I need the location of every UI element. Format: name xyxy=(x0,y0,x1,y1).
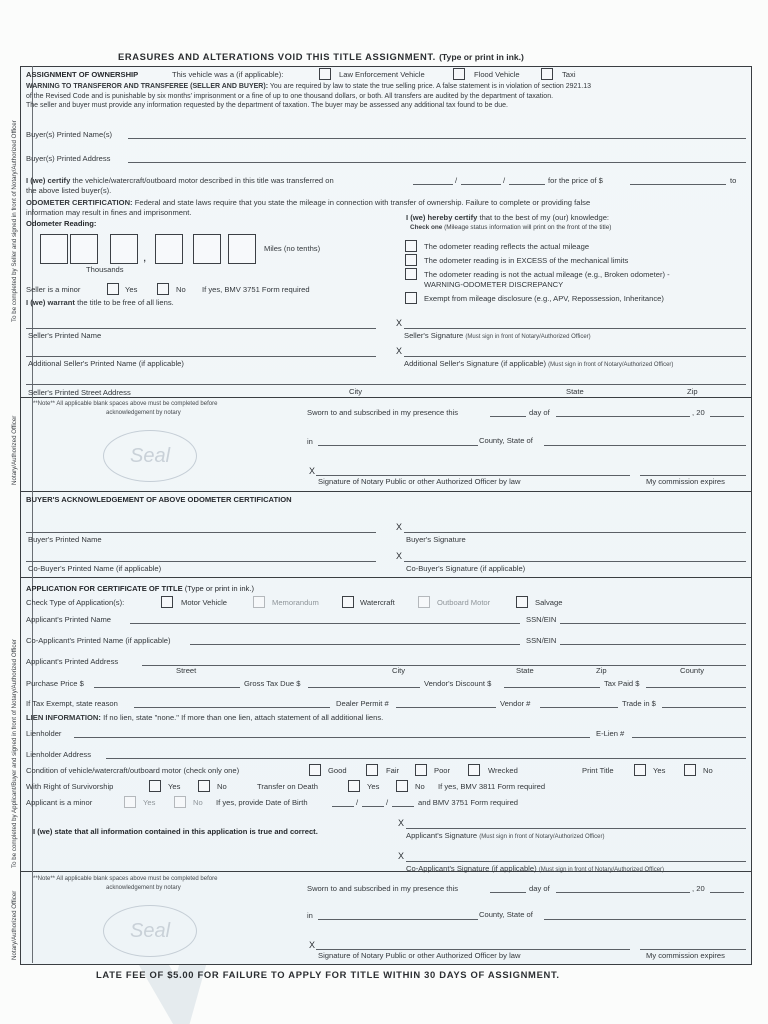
warrant-line xyxy=(26,298,174,307)
address-street-label: Street xyxy=(176,666,197,675)
taxi-checkbox[interactable] xyxy=(541,68,553,80)
notary2-twenty: , 20 xyxy=(692,884,705,893)
notary2-in-label: in xyxy=(307,911,313,920)
flood-vehicle-checkbox[interactable] xyxy=(453,68,465,80)
notary1-day-line[interactable] xyxy=(490,416,526,417)
warrant-text: the title to be free of all liens. xyxy=(77,298,174,307)
seller-signature-x: X xyxy=(396,318,403,328)
survivorship-no-checkbox[interactable] xyxy=(198,780,210,792)
vendor-num-line[interactable] xyxy=(540,707,618,708)
notary1-county-label: County, State of xyxy=(479,436,533,445)
notary1-seal: Seal xyxy=(103,430,197,482)
check-one-note: (Mileage status information will print on the front of the title) xyxy=(444,224,612,231)
seller-minor-no-checkbox[interactable] xyxy=(157,283,169,295)
notary1-note-2: acknowledgement by notary xyxy=(106,410,181,416)
warning-block xyxy=(26,82,591,111)
seller-signature-text: Seller's Signature xyxy=(404,331,464,340)
cobuyer-signature-label: Co-Buyer's Signature (if applicable) xyxy=(406,564,526,573)
warning-line-3: The seller and buyer must provide any information requested by the department of taxation. The buyer may be assessed any additional tax found to be due. xyxy=(26,102,508,110)
coapplicant-name-line[interactable] xyxy=(190,644,520,645)
certify-line xyxy=(26,176,334,185)
buyer-ack-name-label: Buyer's Printed Name xyxy=(28,535,102,544)
address-zip-label: Zip xyxy=(596,666,607,675)
notary1-county-line[interactable] xyxy=(318,445,478,446)
tod-no-checkbox[interactable] xyxy=(396,780,408,792)
warning-heading: WARNING TO TRANSFEROR AND TRANSFEREE (SELLER AND BUYER): xyxy=(26,83,269,90)
exempt-mileage-label: Exempt from mileage disclosure (e.g., APV, Repossession, Inheritance) xyxy=(424,294,664,303)
to-label: to xyxy=(730,176,737,185)
notary2-signature-x: X xyxy=(309,940,316,950)
hereby-text: that to the best of my (our) knowledge: xyxy=(479,213,610,222)
additional-seller-signature-x: X xyxy=(396,346,403,356)
minor-if-yes-label: If yes, provide Date of Birth xyxy=(216,798,308,807)
header-note: (Type or print in ink.) xyxy=(439,52,524,62)
coapplicant-ssn-line[interactable] xyxy=(560,644,746,645)
buyer-name-line[interactable] xyxy=(128,138,746,139)
trade-in-label: Trade in $ xyxy=(622,699,656,708)
print-title-no-label: No xyxy=(703,766,713,775)
late-fee-footer: LATE FEE OF $5.00 FOR FAILURE TO APPLY FOR TITLE WITHIN 30 DAYS OF ASSIGNMENT. xyxy=(96,969,560,980)
coapplicant-ssn-label: SSN/EIN xyxy=(526,636,557,645)
tax-paid-label: Tax Paid $ xyxy=(604,679,640,688)
notary1-signature-label: Signature of Notary Public or other Authorized Officer by law xyxy=(318,477,521,486)
warrant-bold: I (we) warrant xyxy=(26,298,75,307)
seller-signature-note: (Must sign in front of Notary/Authorized Officer) xyxy=(465,334,591,340)
taxi-label: Taxi xyxy=(562,70,576,79)
purchase-price-label: Purchase Price $ xyxy=(26,679,84,688)
date-slash-2: / xyxy=(503,176,506,185)
watercraft-label: Watercraft xyxy=(360,598,395,607)
salvage-checkbox[interactable] xyxy=(516,596,528,608)
notary2-note-1: **Note** All applicable blank spaces above must be completed before xyxy=(33,876,218,882)
survivorship-yes-label: Yes xyxy=(168,782,181,791)
dealer-permit-line[interactable] xyxy=(396,707,496,708)
excess-mileage-checkbox[interactable] xyxy=(405,254,417,266)
warning-line-1: You are required by law to state the true selling price. A false statement is in violation of section 2921.13 xyxy=(269,83,592,90)
notary2-county-label: County, State of xyxy=(479,910,533,919)
lien-heading: LIEN INFORMATION: xyxy=(26,713,101,722)
applicant-ssn-line[interactable] xyxy=(560,623,746,624)
transfer-year-line[interactable] xyxy=(509,184,545,185)
warning-line-2: of the Revised Code and is punishable by six months' imprisonment or a fine of up to one thousand dollars, or both. All transfers are audited by the department of taxation. xyxy=(26,92,554,100)
notary1-year-line[interactable] xyxy=(710,416,744,417)
hereby-bold: I (we) hereby certify xyxy=(406,213,478,222)
law-enforcement-label: Law Enforcement Vehicle xyxy=(339,70,425,79)
applicant-signature-text: Applicant's Signature xyxy=(406,831,478,840)
vendor-discount-line[interactable] xyxy=(504,687,600,688)
odometer-reading-label: Odometer Reading: xyxy=(26,219,97,228)
odometer-text-1: Federal and state laws require that you state the mileage in connection with transfer of ownership. Failure to complete or providing false xyxy=(134,198,591,207)
applicant-address-label: Applicant's Printed Address xyxy=(26,657,119,666)
actual-mileage-label: The odometer reading reflects the actual mileage xyxy=(424,242,590,251)
applicant-signature-line[interactable] xyxy=(406,828,746,829)
notary2-day-of: day of xyxy=(529,884,550,893)
address-state-label: State xyxy=(516,666,534,675)
dob-day-line[interactable] xyxy=(362,806,384,807)
condition-wrecked-label: Wrecked xyxy=(488,766,518,775)
tax-exempt-label: If Tax Exempt, state reason xyxy=(26,699,118,708)
vendor-num-label: Vendor # xyxy=(500,699,531,708)
buyer-ack-signature-x: X xyxy=(396,522,403,532)
tax-exempt-line[interactable] xyxy=(134,707,330,708)
applicant-signature-label xyxy=(406,831,605,840)
check-one-line xyxy=(410,224,611,231)
applicant-minor-no-label: No xyxy=(193,798,203,807)
print-title-yes-checkbox[interactable] xyxy=(634,764,646,776)
dealer-permit-label: Dealer Permit # xyxy=(336,699,389,708)
transfer-day-line[interactable] xyxy=(461,184,501,185)
condition-poor-label: Poor xyxy=(434,766,451,775)
miles-label: Miles (no tenths) xyxy=(264,244,321,253)
notary2-seal: Seal xyxy=(103,905,197,957)
outboard-motor-label: Outboard Motor xyxy=(437,598,491,607)
exempt-mileage-checkbox[interactable] xyxy=(405,292,417,304)
discrepancy-label: WARNING-ODOMETER DISCREPANCY xyxy=(424,280,564,289)
elien-label: E-Lien # xyxy=(596,729,625,738)
coapplicant-signature-line[interactable] xyxy=(406,861,746,862)
odometer-digit-1[interactable] xyxy=(40,234,68,264)
seller-signature-label xyxy=(404,331,591,340)
transfer-month-line[interactable] xyxy=(413,184,453,185)
condition-poor-checkbox[interactable] xyxy=(415,764,427,776)
application-heading-note: (Type or print in ink.) xyxy=(184,584,254,593)
condition-fair-checkbox[interactable] xyxy=(366,764,378,776)
notary1-state-line[interactable] xyxy=(544,445,746,446)
applicant-signature-note: (Must sign in front of Notary/Authorized Officer) xyxy=(479,834,605,840)
notary1-commission-label: My commission expires xyxy=(646,477,725,486)
buyer-ack-signature-line[interactable] xyxy=(404,532,746,533)
dob-slash-1: / xyxy=(356,798,359,807)
coapplicant-name-label: Co-Applicant's Printed Name (if applicable) xyxy=(26,636,171,645)
print-title-label: Print Title xyxy=(582,766,614,775)
watercraft-checkbox[interactable] xyxy=(342,596,354,608)
coapplicant-signature-text: Co-Applicant's Signature (if applicable) xyxy=(406,864,537,873)
notary2-signature-label: Signature of Notary Public or other Authorized Officer by law xyxy=(318,951,521,960)
tod-yes-checkbox[interactable] xyxy=(348,780,360,792)
notary2-year-line[interactable] xyxy=(710,892,744,893)
additional-seller-signature-text: Additional Seller's Signature (if applicable) xyxy=(404,359,547,368)
odometer-digit-3[interactable] xyxy=(110,234,138,264)
applicant-minor-no-checkbox[interactable] xyxy=(174,796,186,808)
address-county-label: County xyxy=(680,666,705,675)
lien-info-line xyxy=(26,713,383,722)
applicant-minor-yes-label: Yes xyxy=(143,798,156,807)
additional-seller-name-label: Additional Seller's Printed Name (if applicable) xyxy=(28,359,184,368)
memorandum-checkbox[interactable] xyxy=(253,596,265,608)
not-actual-mileage-label: The odometer reading is not the actual mileage (e.g., Broken odometer) - xyxy=(424,270,670,279)
price-label: for the price of $ xyxy=(548,176,603,185)
divider-notary1 xyxy=(20,397,752,398)
seller-minor-yes-label: Yes xyxy=(125,285,138,294)
additional-seller-signature-line[interactable] xyxy=(404,356,746,357)
cobuyer-name-label: Co-Buyer's Printed Name (if applicable) xyxy=(28,564,162,573)
seller-name-line[interactable] xyxy=(26,328,376,329)
odometer-digit-2[interactable] xyxy=(70,234,98,264)
memorandum-label: Memorandum xyxy=(272,598,319,607)
applicant-signature-x: X xyxy=(398,818,405,828)
vendor-discount-label: Vendor's Discount $ xyxy=(424,679,492,688)
motor-vehicle-label: Motor Vehicle xyxy=(181,598,228,607)
tod-if-yes-label: If yes, BMV 3811 Form required xyxy=(438,782,546,791)
additional-seller-signature-note: (Must sign in front of Notary/Authorized Officer) xyxy=(548,362,674,368)
buyer-ack-signature-label: Buyer's Signature xyxy=(406,535,466,544)
law-enforcement-checkbox[interactable] xyxy=(319,68,331,80)
gross-tax-line[interactable] xyxy=(308,687,420,688)
actual-mileage-checkbox[interactable] xyxy=(405,240,417,252)
seller-zip-label: Zip xyxy=(687,387,698,396)
survivorship-label: With Right of Survivorship xyxy=(26,782,114,791)
purchase-price-line[interactable] xyxy=(94,687,240,688)
odometer-digit-4[interactable] xyxy=(155,234,183,264)
survivorship-no-label: No xyxy=(217,782,227,791)
trade-in-line[interactable] xyxy=(662,707,746,708)
price-line[interactable] xyxy=(630,184,726,185)
dob-month-line[interactable] xyxy=(332,806,354,807)
tax-paid-line[interactable] xyxy=(646,687,746,688)
elien-line[interactable] xyxy=(632,737,746,738)
motor-vehicle-checkbox[interactable] xyxy=(161,596,173,608)
notary2-month-line[interactable] xyxy=(556,892,690,893)
notary2-county-line[interactable] xyxy=(318,919,478,920)
notary2-commission-label: My commission expires xyxy=(646,951,725,960)
buyer-address-line[interactable] xyxy=(128,162,746,163)
applicant-name-label: Applicant's Printed Name xyxy=(26,615,112,624)
odometer-heading: ODOMETER CERTIFICATION: xyxy=(26,198,133,207)
tod-yes-label: Yes xyxy=(367,782,380,791)
tod-label: Transfer on Death xyxy=(257,782,318,791)
notary1-commission-line[interactable] xyxy=(640,475,746,476)
buyer-name-label: Buyer(s) Printed Name(s) xyxy=(26,130,113,139)
header-title: ERASURES AND ALTERATIONS VOID THIS TITLE ASSIGNMENT. (Type or print in ink.) xyxy=(118,51,524,62)
vehicle-was-label: This vehicle was a (if applicable): xyxy=(172,70,284,79)
state-true-correct: I (we) state that all information contained in this application is true and correct. xyxy=(33,827,318,836)
additional-seller-name-line[interactable] xyxy=(26,356,376,357)
assignment-heading: ASSIGNMENT OF OWNERSHIP xyxy=(26,70,139,79)
side-label-seller: To be completed by Seller and signed in front of Notary/Authorized Officer xyxy=(11,120,18,322)
divider-buyer-ack xyxy=(20,491,752,492)
survivorship-yes-checkbox[interactable] xyxy=(149,780,161,792)
cobuyer-name-line[interactable] xyxy=(26,561,376,562)
certify-text: the vehicle/watercraft/outboard motor described in this title was transferred on xyxy=(72,176,334,185)
excess-mileage-label: The odometer reading is in EXCESS of the mechanical limits xyxy=(424,256,629,265)
notary2-note-2: acknowledgement by notary xyxy=(106,885,181,891)
print-title-no-checkbox[interactable] xyxy=(684,764,696,776)
odometer-text-2: information may result in fines and imprisonment. xyxy=(26,208,192,217)
applicant-address-line[interactable] xyxy=(142,665,746,666)
notary2-signature-line[interactable] xyxy=(316,949,630,950)
notary1-note-1: **Note** All applicable blank spaces above must be completed before xyxy=(33,401,218,407)
application-heading-line xyxy=(26,584,254,593)
notary1-day-of: day of xyxy=(529,408,550,417)
notary1-twenty: , 20 xyxy=(692,408,705,417)
dob-year-line[interactable] xyxy=(392,806,414,807)
outboard-motor-checkbox[interactable] xyxy=(418,596,430,608)
cobuyer-signature-line[interactable] xyxy=(404,561,746,562)
salvage-label: Salvage xyxy=(535,598,563,607)
odometer-cert-line-1 xyxy=(26,198,590,207)
seller-name-label: Seller's Printed Name xyxy=(28,331,102,340)
notary2-commission-line[interactable] xyxy=(640,949,746,950)
lienholder-label: Lienholder xyxy=(26,729,62,738)
condition-good-checkbox[interactable] xyxy=(309,764,321,776)
address-city-label: City xyxy=(392,666,406,675)
seller-street-label: Seller's Printed Street Address xyxy=(28,388,131,397)
seller-minor-yes-checkbox[interactable] xyxy=(107,283,119,295)
above-buyer-label: the above listed buyer(s). xyxy=(26,186,112,195)
not-actual-mileage-checkbox[interactable] xyxy=(405,268,417,280)
flood-vehicle-label: Flood Vehicle xyxy=(474,70,520,79)
cobuyer-signature-x: X xyxy=(396,551,403,561)
thousands-comma: , xyxy=(143,250,147,264)
seller-city-label: City xyxy=(349,387,363,396)
buyer-ack-heading: BUYER'S ACKNOWLEDGEMENT OF ABOVE ODOMETER CERTIFICATION xyxy=(26,495,292,504)
coapplicant-signature-x: X xyxy=(398,851,405,861)
hereby-certify xyxy=(406,213,609,222)
condition-wrecked-checkbox[interactable] xyxy=(468,764,480,776)
notary1-sworn-label: Sworn to and subscribed in my presence this xyxy=(307,408,459,417)
certify-bold: I (we) certify xyxy=(26,176,71,185)
side-label-notary2: Notary/Authorized Officer xyxy=(11,890,18,960)
side-label-notary1: Notary/Authorized Officer xyxy=(11,415,18,485)
coapplicant-signature-note: (Must sign in front of Notary/Authorized Officer) xyxy=(538,867,665,873)
application-heading: APPLICATION FOR CERTIFICATE OF TITLE xyxy=(26,584,183,593)
notary1-month-line[interactable] xyxy=(556,416,690,417)
odometer-digit-5[interactable] xyxy=(193,234,221,264)
lienholder-address-line[interactable] xyxy=(106,758,746,759)
notary2-state-line[interactable] xyxy=(544,919,746,920)
date-slash-1: / xyxy=(455,176,458,185)
odometer-digit-6[interactable] xyxy=(228,234,256,264)
condition-fair-label: Fair xyxy=(386,766,400,775)
thousands-label: Thousands xyxy=(86,265,124,274)
check-one-label: Check one xyxy=(410,224,443,231)
gross-tax-label: Gross Tax Due $ xyxy=(244,679,301,688)
applicant-name-line[interactable] xyxy=(130,623,520,624)
notary1-signature-line[interactable] xyxy=(316,475,630,476)
seller-minor-label: Seller is a minor xyxy=(26,285,81,294)
tod-no-label: No xyxy=(415,782,425,791)
coapplicant-signature-label xyxy=(406,864,664,873)
lienholder-address-label: Lienholder Address xyxy=(26,750,92,759)
lienholder-line[interactable] xyxy=(74,737,590,738)
dob-slash-2: / xyxy=(386,798,389,807)
side-label-applicant: To be completed by Applicant/Buyer and signed in front of Notary/Authorized Officer xyxy=(11,639,18,868)
seller-state-label: State xyxy=(566,387,584,396)
buyer-ack-name-line[interactable] xyxy=(26,532,376,533)
seller-minor-no-label: No xyxy=(176,285,186,294)
seller-signature-line[interactable] xyxy=(404,328,746,329)
seller-minor-if-yes: If yes, BMV 3751 Form required xyxy=(202,285,310,294)
applicant-ssn-label: SSN/EIN xyxy=(526,615,557,624)
lien-text: If no lien, state "none." If more than one lien, attach statement of all additional liens. xyxy=(103,713,384,722)
notary2-day-line[interactable] xyxy=(490,892,526,893)
notary2-sworn-label: Sworn to and subscribed in my presence this xyxy=(307,884,459,893)
applicant-minor-yes-checkbox[interactable] xyxy=(124,796,136,808)
applicant-minor-label: Applicant is a minor xyxy=(26,798,93,807)
print-title-yes-label: Yes xyxy=(653,766,666,775)
condition-good-label: Good xyxy=(328,766,347,775)
check-type-label: Check Type of Application(s): xyxy=(26,598,125,607)
divider-application xyxy=(20,577,752,578)
and-bmv-label: and BMV 3751 Form required xyxy=(418,798,519,807)
buyer-address-label: Buyer(s) Printed Address xyxy=(26,154,111,163)
seller-street-line[interactable] xyxy=(26,384,746,385)
notary1-in-label: in xyxy=(307,437,313,446)
condition-label: Condition of vehicle/watercraft/outboard motor (check only one) xyxy=(26,766,240,775)
notary1-signature-x: X xyxy=(309,466,316,476)
additional-seller-signature-label xyxy=(404,359,673,368)
